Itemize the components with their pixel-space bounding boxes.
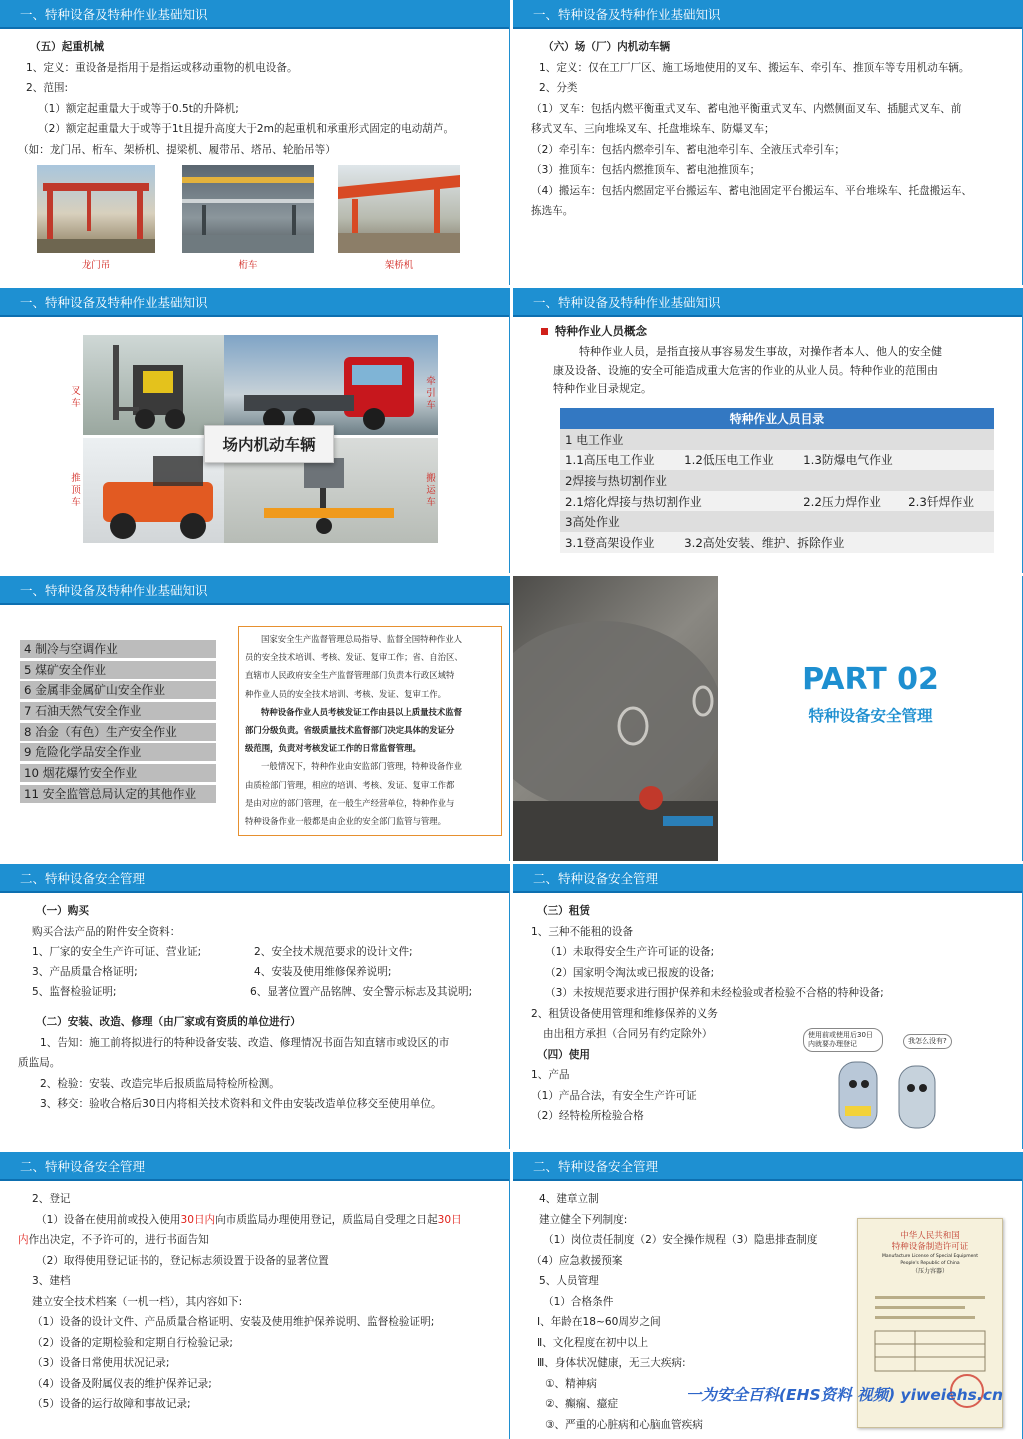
text-line: 5、人员管理 <box>539 1275 599 1287</box>
text-line: Ⅲ、身体状况健康，无三大疾病: <box>537 1357 686 1369</box>
operation-item: 4 制冷与空调作业 <box>20 640 216 659</box>
slide-vehicle-photos <box>0 288 510 573</box>
speech-bubble-left: 使用前或使用后30日内就要办理登记 <box>803 1028 883 1052</box>
slide-header: 二、特种设备安全管理 <box>513 864 1022 893</box>
list-item: 6、显著位置产品铭牌、安全警示标志及其说明; <box>250 986 473 998</box>
slide-header: 二、特种设备安全管理 <box>513 1152 1022 1181</box>
text-line: Ⅰ、年龄在18~60周岁之间 <box>537 1316 661 1328</box>
note-line: 一般情况下，特种作业由安监部门管理，特种设备作业 <box>261 761 462 772</box>
certificate-line: Manufacture License of Special Equipment <box>882 1254 978 1259</box>
slide-motor-vehicles <box>513 0 1023 285</box>
text-line: 3、移交：验收合格后30日内将相关技术资料和文件由安装改造单位移交至使用单位。 <box>40 1098 442 1110</box>
text-line: （2）设备的定期检验和定期自行检验记录; <box>32 1336 233 1349</box>
list-item: 4、安装及使用维修保养说明; <box>254 966 392 978</box>
text-line: （2）取得使用登记证书的，登记标志须设置于设备的显著位置 <box>36 1254 329 1267</box>
slide-part-02 <box>513 576 1023 861</box>
text-line: （1）设备的设计文件、产品质量合格证明、安装及使用维护保养说明、监督检验证明; <box>32 1316 435 1328</box>
text-line: 质监局。 <box>18 1057 61 1069</box>
text-line: Ⅱ、文化程度在初中以上 <box>537 1336 649 1349</box>
text-line: 移式叉车、三向堆垛叉车、托盘堆垛车、防爆叉车； <box>531 123 775 135</box>
text-line: （1）额定起重量大于或等于0.5t的升降机; <box>38 102 239 115</box>
section-title: （三）租赁 <box>537 905 590 917</box>
text-line: ③、严重的心脏病和心脑血管疾病 <box>545 1418 703 1431</box>
table-cell: 2.3钎焊作业 <box>908 494 975 509</box>
note-line: 特种设备作业一般都是由企业的安全部门监管与管理。 <box>245 816 446 827</box>
certificate-line: People's Republic of China <box>900 1261 960 1266</box>
highlight-text: 内 <box>18 1234 29 1246</box>
text-line: （4）设备及附属仪表的维护保养记录; <box>32 1377 212 1390</box>
operation-item: 8 冶金（有色）生产安全作业 <box>20 723 216 742</box>
slide-registration-archive <box>0 1152 510 1439</box>
text-line: 2、登记 <box>32 1193 71 1205</box>
operation-item: 9 危险化学品安全作业 <box>20 743 216 762</box>
text-line: （1）产品合法，有安全生产许可证 <box>531 1089 697 1102</box>
section-title: （一）购买 <box>36 905 89 917</box>
section-title: 特种作业人员概念 <box>555 324 647 338</box>
note-line: 是由对应的部门管理，在一般生产经营单位，特种作业与 <box>245 797 455 808</box>
section-title: （六）场（厂）内机动车辆 <box>543 41 671 53</box>
speech-bubble-right: 我怎么没有? <box>903 1034 952 1049</box>
caption-tractor: 牵引车 <box>426 376 436 411</box>
text-line: 建立健全下列制度: <box>539 1213 628 1226</box>
text-span: 作出决定，不予许可的，进行书面告知 <box>28 1234 209 1246</box>
certificate-line: 中华人民共和国 <box>900 1231 960 1241</box>
certificate-line: 特种设备制造许可证 <box>891 1242 969 1252</box>
note-line: 部门分级负责。省级质量技术监督部门决定具体的发证分 <box>245 725 455 736</box>
text-line: （2）国家明令淘汰或已报废的设备; <box>545 966 715 979</box>
operation-item: 7 石油天然气安全作业 <box>20 702 216 721</box>
tractor-truck-photo <box>224 335 438 435</box>
part-number: PART 02 <box>802 662 939 697</box>
table-cell: 3.1登高架设作业 <box>565 535 655 550</box>
text-span: （1）设备在使用前或投入使用 <box>36 1213 181 1226</box>
caption-forklift: 叉车 <box>71 386 81 409</box>
paragraph-line: 特种作业目录规定。 <box>553 382 652 395</box>
text-line: （4）搬运车：包括内燃固定平台搬运车、蓄电池固定平台搬运车、平台堆垛车、托盘搬运车、 <box>531 184 973 197</box>
note-line: 员的安全技术培训、考核、发证、复审工作；省、自治区、 <box>245 652 463 663</box>
highlight-text: 30日内 <box>180 1213 216 1226</box>
text-line: 拣选车。 <box>531 205 574 217</box>
text-line: （5）设备的运行故障和事故记录; <box>32 1398 191 1410</box>
caption-bridge-crane: 桁车 <box>238 260 258 271</box>
text-line: （1）合格条件 <box>543 1295 614 1308</box>
slide-operation-list <box>0 576 510 861</box>
part-subtitle: 特种设备安全管理 <box>808 707 933 725</box>
text-line: 2、分类 <box>539 82 578 94</box>
text-line: 1、告知：施工前将拟进行的特种设备安装、改造、修理情况书面告知直辖市或设区的市 <box>40 1036 450 1049</box>
text-line: （如：龙门吊、桁车、架桥机、提梁机、履带吊、塔吊、轮胎吊等） <box>18 143 336 156</box>
text-line: 2、检验：安装、改造完毕后报质监局特检所检测。 <box>40 1077 280 1090</box>
table-row: 3高处作业 <box>565 515 620 530</box>
operator-catalog-table <box>560 408 994 553</box>
paragraph-line: 特种作业人员，是指直接从事容易发生事故，对操作者本人、他人的安全健 <box>579 345 942 358</box>
note-line: 级范围，负责对考核发证工作的日常监督管理。 <box>245 743 421 754</box>
text-line: 由出租方承担（合同另有约定除外） <box>543 1028 713 1040</box>
table-cell: 2.1熔化焊接与热切割作业 <box>565 494 702 509</box>
paragraph-line: 康及设备、设施的安全可能造成重大危害的作业的从业人员。特种作业的范围由 <box>553 363 938 377</box>
text-line: （3）设备日常使用状况记录; <box>32 1357 170 1369</box>
gantry-crane-photo <box>37 165 155 253</box>
regulation-note-box <box>238 626 502 836</box>
bridge-erecting-machine-photo <box>338 165 460 253</box>
text-line: ②、癫痫、癔症 <box>545 1398 619 1410</box>
table-cell: 3.2高处安装、维护、拆除作业 <box>684 535 845 550</box>
text-line: ①、精神病 <box>545 1377 597 1390</box>
text-span: 向市质监局办理使用登记，质监局自受理之日起 <box>215 1213 438 1226</box>
operation-item: 10 烟花爆竹安全作业 <box>20 764 216 783</box>
text-line: 3、建档 <box>32 1275 71 1287</box>
text-line: （1）岗位责任制度（2）安全操作规程（3）隐患排查制度 <box>543 1234 818 1246</box>
list-item: 3、产品质量合格证明; <box>32 966 138 978</box>
slide-lease-use <box>513 864 1023 1149</box>
section-title: （五）起重机械 <box>30 41 105 53</box>
text-line: （2）额定起重量大于或等于1t且提升高度大于2m的起重机和承重形式固定的电动葫芦。 <box>38 123 455 135</box>
caption-bridge-machine: 架桥机 <box>384 260 414 271</box>
text-line: 购买合法产品的附件安全资料： <box>32 925 181 938</box>
text-line: （3）推顶车：包括内燃推顶车、蓄电池推顶车； <box>531 164 761 176</box>
slide-lifting-machinery <box>0 0 510 285</box>
text-line: 1、定义：重设备是指用于是指运或移动重物的机电设备。 <box>26 61 298 74</box>
slide-header: 一、特种设备及特种作业基础知识 <box>513 0 1022 29</box>
cartoon-illustration <box>799 1026 969 1136</box>
slide-header: 二、特种设备安全管理 <box>0 1152 509 1181</box>
slide-header: 一、特种设备及特种作业基础知识 <box>0 0 509 29</box>
table-title: 特种作业人员目录 <box>560 408 994 429</box>
bullet-square-icon <box>541 328 548 335</box>
text-line: （2）经特检所检验合格 <box>531 1110 644 1122</box>
operation-item: 5 煤矿安全作业 <box>20 661 216 680</box>
note-line: 国家安全生产监督管理总局指导、监督全国特种作业人 <box>261 634 462 644</box>
table-cell: 1.3防爆电气作业 <box>803 453 893 468</box>
watermark: 一为安全百科(EHS资料 视频) yiweiehs.cn <box>685 1386 1003 1404</box>
text-line: 4、建章立制 <box>539 1193 599 1205</box>
text-line: 1、三种不能租的设备 <box>531 925 634 938</box>
operation-item: 6 金属非金属矿山安全作业 <box>20 681 216 700</box>
text-line: 建立安全技术档案（一机一档），其内容如下: <box>32 1295 243 1308</box>
caption-gantry: 龙门吊 <box>81 260 111 271</box>
note-line: 直辖市人民政府安全生产监督管理部门负责本行政区域特 <box>245 670 455 681</box>
text-line: （1）叉车：包括内燃平衡重式叉车、蓄电池平衡重式叉车、内燃侧面叉车、插腿式叉车、前 <box>531 102 962 115</box>
note-line: 由质检部门管理，相应的培训、考核、发证、复审工作都 <box>245 779 455 790</box>
text-line: 1、定义：仅在工厂厂区、施工场地使用的叉车、搬运车、牵引车、推顶车等专用机动车辆。 <box>539 61 970 74</box>
center-label-box: 场内机动车辆 <box>204 425 334 463</box>
note-line: 特种设备作业人员考核发证工作由县以上质量技术监督 <box>261 706 462 717</box>
text-line: 2、租赁设备使用管理和维修保养的义务 <box>531 1007 718 1020</box>
list-item: 1、厂家的安全生产许可证、营业证; <box>32 946 202 958</box>
table-cell: 1.2低压电工作业 <box>684 453 774 468</box>
table-row: 1 电工作业 <box>565 432 624 447</box>
operation-item: 11 安全监管总局认定的其他作业 <box>20 785 216 804</box>
note-line: 种作业人员的安全技术培训、考核、发证、复审工作。 <box>245 688 446 699</box>
table-row: 2焊接与热切割作业 <box>565 473 667 488</box>
text-line: （4）应急救援预案 <box>531 1254 623 1267</box>
bridge-crane-photo <box>182 165 314 253</box>
text-line: （1）未取得安全生产许可证的设备; <box>545 946 715 958</box>
slide-purchase-install <box>0 864 510 1149</box>
table-cell: 2.2压力焊作业 <box>803 494 881 509</box>
slide-header: 一、特种设备及特种作业基础知识 <box>0 576 509 605</box>
text-line: 2、范围: <box>26 82 69 94</box>
section-title: （二）安装、改造、修理（由厂家或有资质的单位进行） <box>36 1016 301 1028</box>
certificate-line: （压力容器） <box>911 1268 948 1275</box>
text-line: 1、产品 <box>531 1069 570 1081</box>
text-line: （2）牵引车：包括内燃牵引车、蓄电池牵引车、全液压式牵引车； <box>531 143 845 156</box>
table-cell: 1.1高压电工作业 <box>565 453 655 468</box>
pressure-vessel-photo <box>513 576 718 861</box>
highlight-text: 30日 <box>437 1213 462 1226</box>
forklift-photo <box>83 335 228 435</box>
list-item: 2、安全技术规范要求的设计文件; <box>254 946 413 958</box>
slide-header: 二、特种设备安全管理 <box>0 864 509 893</box>
caption-pusher: 推顶车 <box>71 473 81 508</box>
section-title: （四）使用 <box>537 1048 590 1061</box>
slide-special-operators <box>513 288 1023 573</box>
slide-header: 一、特种设备及特种作业基础知识 <box>513 288 1022 317</box>
caption-pallet-truck: 搬运车 <box>426 473 436 508</box>
list-item: 5、监督检验证明; <box>32 986 117 998</box>
slide-header: 一、特种设备及特种作业基础知识 <box>0 288 509 317</box>
text-line: （3）未按规范要求进行围护保养和未经检验或者检验不合格的特种设备; <box>545 987 884 999</box>
